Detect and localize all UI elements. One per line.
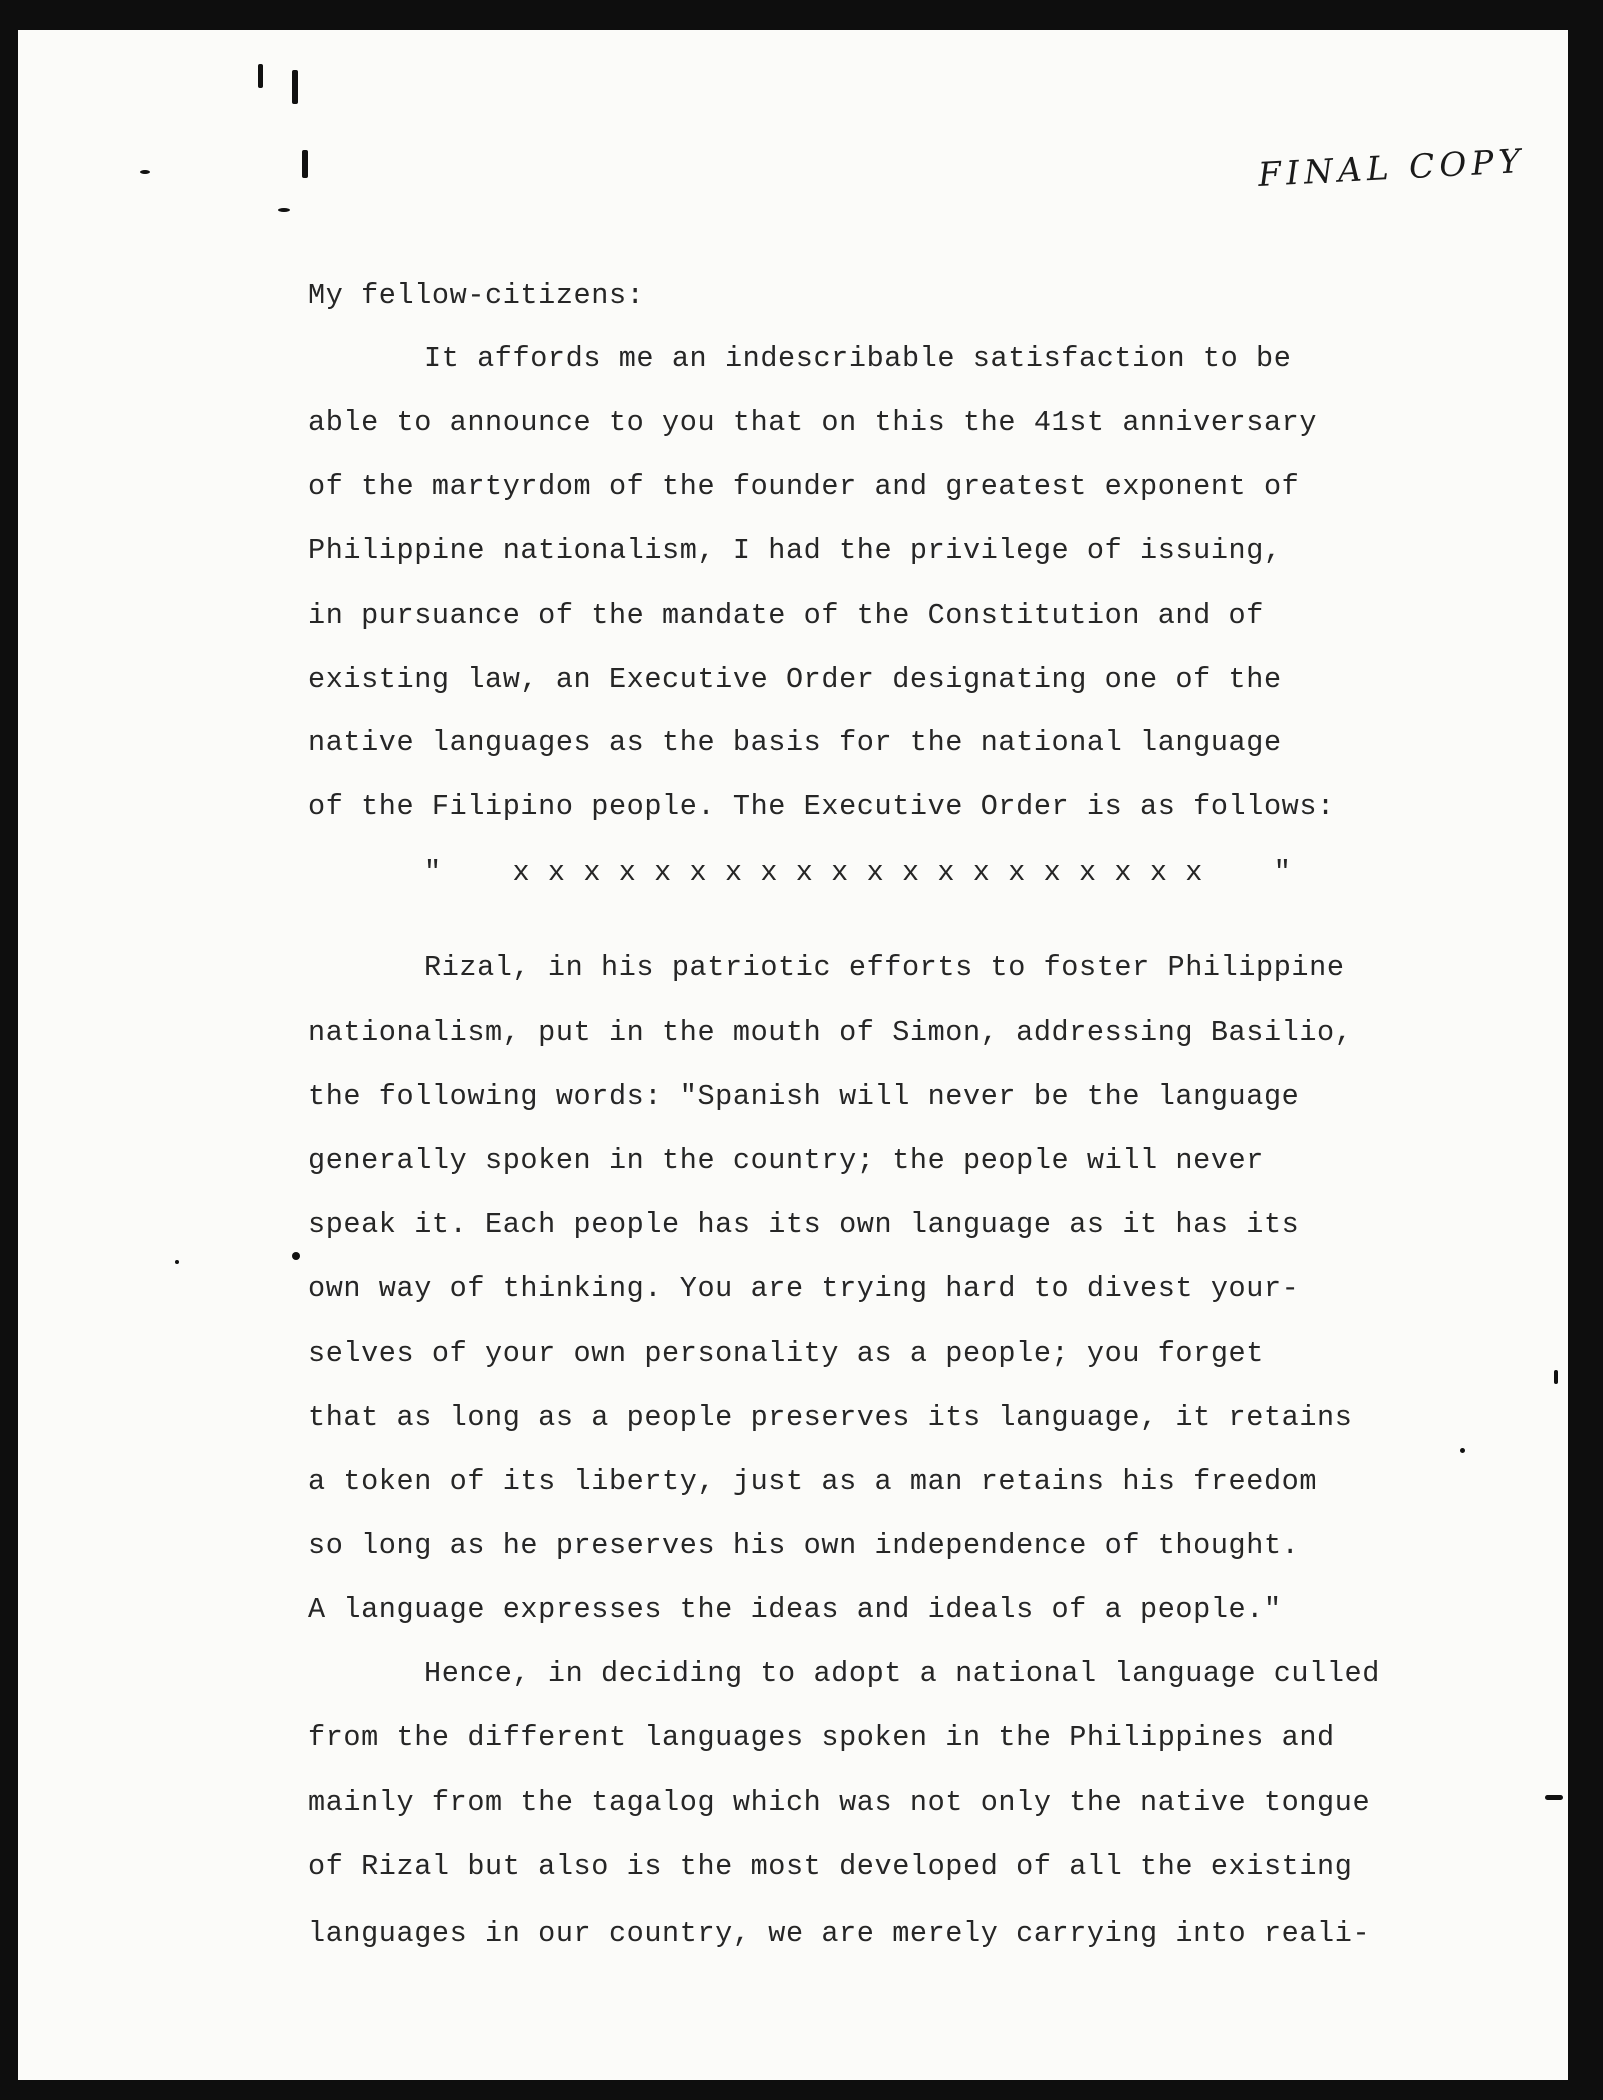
paragraph-2-line-8: that as long as a people preserves its language, it retains xyxy=(308,1401,1353,1434)
paragraph-3-line-1: Hence, in deciding to adopt a national language culled xyxy=(424,1657,1380,1690)
paragraph-1-line-3: of the martyrdom of the founder and greatest exponent of xyxy=(308,470,1300,503)
paragraph-1-line-8: of the Filipino people. The Executive Order is as follows: xyxy=(308,790,1335,823)
paragraph-3-line-2: from the different languages spoken in the Philippines and xyxy=(308,1721,1335,1754)
ink-speck xyxy=(258,64,263,88)
paragraph-3-line-5: languages in our country, we are merely carrying into reali- xyxy=(308,1917,1371,1950)
paragraph-2-line-5: speak it. Each people has its own language as it has its xyxy=(308,1208,1300,1241)
ink-speck xyxy=(292,1252,300,1260)
ink-speck xyxy=(1554,1370,1558,1384)
salutation: My fellow-citizens: xyxy=(308,279,645,312)
ink-speck xyxy=(292,70,298,104)
paragraph-2-line-6: own way of thinking. You are trying hard to divest your- xyxy=(308,1272,1300,1305)
paragraph-2-line-11: A language expresses the ideas and ideals of a people." xyxy=(308,1593,1282,1626)
paragraph-1-line-5: in pursuance of the mandate of the Constitution and of xyxy=(308,599,1264,632)
ink-speck xyxy=(175,1260,179,1264)
ink-speck xyxy=(302,150,308,178)
paragraph-2-line-3: the following words: "Spanish will never be the language xyxy=(308,1080,1300,1113)
paragraph-1-line-7: native languages as the basis for the national language xyxy=(308,726,1282,759)
paragraph-2-line-4: generally spoken in the country; the people will never xyxy=(308,1144,1264,1177)
paragraph-1-line-6: existing law, an Executive Order designating one of the xyxy=(308,663,1282,696)
paragraph-1-line-1: It affords me an indescribable satisfaction to be xyxy=(424,342,1292,375)
paragraph-1-line-2: able to announce to you that on this the 41st anniversary xyxy=(308,406,1318,439)
ink-speck xyxy=(1545,1795,1563,1800)
ink-speck xyxy=(278,208,290,212)
paragraph-2-line-2: nationalism, put in the mouth of Simon, addressing Basilio, xyxy=(308,1016,1353,1049)
paragraph-2-line-1: Rizal, in his patriotic efforts to foster Philippine xyxy=(424,951,1345,984)
paragraph-2-line-10: so long as he preserves his own independence of thought. xyxy=(308,1529,1300,1562)
paragraph-2-line-9: a token of its liberty, just as a man retains his freedom xyxy=(308,1465,1318,1498)
paragraph-1-line-4: Philippine nationalism, I had the privilege of issuing, xyxy=(308,534,1282,567)
ink-speck xyxy=(1460,1448,1465,1453)
handwritten-final-copy-note: FINAL COPY xyxy=(1257,141,1527,194)
typewritten-page xyxy=(18,30,1568,2080)
paragraph-3-line-4: of Rizal but also is the most developed of all the existing xyxy=(308,1850,1353,1883)
paragraph-3-line-3: mainly from the tagalog which was not only the native tongue xyxy=(308,1786,1371,1819)
executive-order-placeholder: " x x x x x x x x x x x x x x x x x x x x " xyxy=(424,856,1292,889)
paragraph-2-line-7: selves of your own personality as a people; you forget xyxy=(308,1337,1264,1370)
ink-speck xyxy=(140,170,150,174)
